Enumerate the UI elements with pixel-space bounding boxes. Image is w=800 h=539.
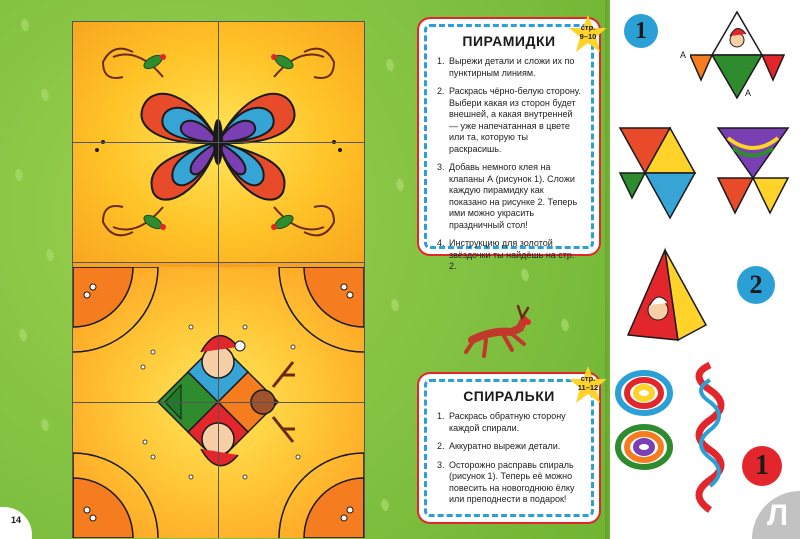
leaf-decoration xyxy=(558,318,572,332)
leaf-decoration xyxy=(38,418,52,432)
badge-label: стр. xyxy=(580,374,596,383)
spirals-step: 2. Аккуратно вырежи детали. xyxy=(437,441,561,451)
reindeer-illustration xyxy=(462,300,532,360)
hanging-spiral-illustration xyxy=(680,360,740,530)
pyramids-card-title: ПИРАМИДКИ xyxy=(462,33,556,49)
fold-line xyxy=(73,142,364,143)
pyramids-step: 4. Инструкцию для золотой звёздочки ты найдёшь на стр. 2. xyxy=(437,238,575,271)
badge-pages: 9–10 xyxy=(579,32,597,41)
pyramid-cutout-sheet xyxy=(72,21,365,538)
leaf-decoration xyxy=(383,58,397,72)
figure-number-badge: 1 xyxy=(742,446,782,486)
illustrations-panel xyxy=(610,0,800,539)
badge-pages: 11–12 xyxy=(577,383,599,392)
flap-label: А xyxy=(680,50,687,60)
assembled-pyramid-illustration xyxy=(620,245,710,345)
spirals-steps-list xyxy=(437,411,581,506)
flap-label: А xyxy=(745,88,752,98)
spirals-step: 1. Раскрась обратную сторону каждой спирали. xyxy=(437,411,566,433)
spirals-card-title: СПИРАЛЬКИ xyxy=(463,388,555,404)
pyramids-instructions-card xyxy=(424,24,594,271)
fold-line xyxy=(218,22,219,538)
watermark-letter: Л xyxy=(766,499,788,532)
leaf-decoration xyxy=(388,298,402,312)
leaf-decoration xyxy=(38,88,52,102)
leaf-decoration xyxy=(378,498,392,512)
watermark-logo xyxy=(752,491,800,539)
figure-number-badge: 2 xyxy=(737,266,775,304)
leaf-decoration xyxy=(43,248,57,262)
page-ref-star-badge xyxy=(568,365,608,405)
pyramids-steps-list xyxy=(437,56,581,273)
page-number: 14 xyxy=(10,515,21,525)
page-spine-shadow xyxy=(605,0,611,539)
leaf-decoration xyxy=(12,168,26,182)
pyramids-step: 2. Раскрась чёрно-белую сторону. Выбери какая из сторон будет внешней, а какая внутренней — уже напечатанная в цвете или та, которую ты раскрасишь. xyxy=(437,86,581,154)
pyramid-net-illustration xyxy=(690,10,785,100)
badge-label: стр. xyxy=(580,23,596,32)
spirals-step: 3. Осторожно расправь спираль (рисунок 1). Теперь её можно повесить на новогоднюю ёлку или преподнести в подарок! xyxy=(437,459,575,504)
page-ref-star-badge xyxy=(568,14,608,54)
leaf-decoration xyxy=(18,18,32,32)
spiral-illustration xyxy=(612,365,677,475)
fold-line xyxy=(73,402,364,403)
pyramids-step: 3. Добавь немного клея на клапаны А (рисунок 1). Сложи каждую пирамидку как показано на рисунке 2. Теперь ими можно украсить праздничный стол! xyxy=(437,162,578,230)
pyramids-step: 1. Вырежи детали и сложи их по пунктирным линиям. xyxy=(437,56,575,78)
pyramid-net-illustration xyxy=(708,118,798,228)
pyramid-net-illustration xyxy=(610,118,705,228)
fold-line xyxy=(73,262,364,263)
leaf-decoration xyxy=(393,178,407,192)
leaf-decoration xyxy=(16,328,30,342)
figure-number-badge: 1 xyxy=(624,14,658,48)
